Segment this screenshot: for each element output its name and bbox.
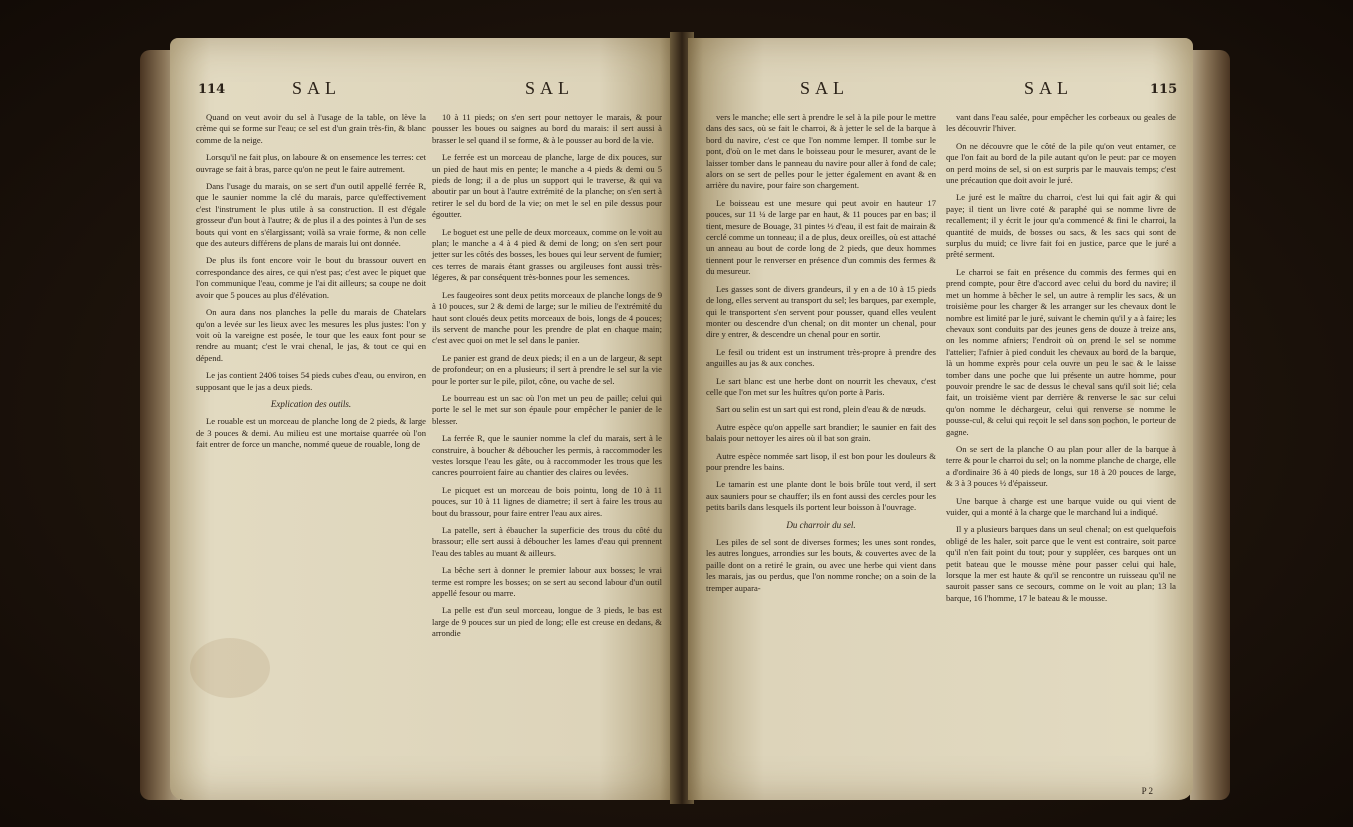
paragraph: Le juré est le maître du charroi, c'est lui qui fait agir & qui paye; il tient un livre coté & paraphé qui se nomme livre de recallement; il y écrit le jour qu'a commencé & fini le charroi, la quantité de muids, de bosses ou sacs, & les sacs qui sont de surplus du muid; ce livre fait foi en justice, parce que le juré a prêté serment. <box>946 192 1176 260</box>
paragraph: Une barque à charge est une barque vuide ou qui vient de vuider, qui a monté à la charge que le marchand lui a indiqué. <box>946 495 1176 517</box>
paragraph: vers le manche; elle sert à prendre le sel à la pile pour le mettre dans des sacs, où se fait le charroi, & à jetter le sel de la barque à bord du navire, c'est ce que l'on nomme lemper. Il tombe sur le pont, d'où on le met dans le boisseau pour le mesurer, avant de le laisser tomber dans le panneau du navire pour aller à fond de cale; alors on se sert de pelles pour le jetter également en avant & en arrière du navire, pour faire son chargement. <box>706 112 936 191</box>
signature-mark: P 2 <box>1141 786 1153 796</box>
paragraph: Le picquet est un morceau de bois pointu, long de 10 à 11 pouces, sur 10 à 11 lignes de diametre; il sert à faire les trous au bout du brassour, pour faire entrer l'eau aux aires. <box>432 484 662 518</box>
book-cover-right-edge <box>1190 50 1230 800</box>
left-running-head-2: SAL <box>525 78 575 98</box>
paragraph: Sart ou selin est un sart qui est rond, plein d'eau & de nœuds. <box>716 404 926 415</box>
right-page <box>688 38 1193 800</box>
paragraph: La ferrée R, que le saunier nomme la clef du marais, sert à le construire, à boucher & déboucher les permis, à raccommoder les vestes lorsque l'eau les gâte, ou à raccommoder les trous que les cancres pourroient faire au chantier des claires ou levées. <box>432 433 662 478</box>
paragraph: De plus ils font encore voir le bout du brassour ouvert en correspondance des aires, ce qui n'est pas; c'est avec le piquet que l'on communique l'eau, comme je l'ai dit ailleurs; sa coupe ne doit avoir que 5 pouces au plus d'élévation. <box>196 255 426 300</box>
section-heading: Du charroir du sel. <box>786 519 856 530</box>
paragraph: La patelle, sert à ébaucher la superficie des trous du côté du brassour; elle sert aussi à déboucher les lames d'eau qui prennent l'eau des tables au muant & ailleurs. <box>432 525 662 558</box>
paragraph: Le jas contient 2406 toises 54 pieds cubes d'eau, ou environ, en supposant que le jas a deux pieds. <box>196 370 426 392</box>
paragraph: On aura dans nos planches la pelle du marais de Chatelars qu'on a levée sur les lieux avec les mesures les plus justes: l'on y voit où la vareigne est posée, le tour que les eaux font pour se rendre au muant; c'est le vrai chenal, le jas, & tout ce qui en dépend. <box>196 307 426 363</box>
paragraph: Les faugeoires sont deux petits morceaux de planche longs de 9 à 10 pouces, sur 2 & demi de large; sur le milieu de l'extrémité du haut sont cloués deux petits morceaux de bois, longs de 4 pouces; ils servent de manche pour les prendre de plat en chaque main; c'est avec quoi on met le sel dans le panier. <box>432 289 662 346</box>
paragraph: La pelle est d'un seul morceau, longue de 3 pieds, le bas est large de 9 pouces sur un pied de long; elle est creuse en dedans, & arrondie <box>432 605 662 639</box>
right-column-1 <box>706 112 936 600</box>
paragraph: La bêche sert à donner le premier labour aux bosses; le vrai terme est rompre les bosses; on se sert au second labour d'un outil appellé fesour ou marre. <box>432 565 662 599</box>
paragraph: Le boisseau est une mesure qui peut avoir en hauteur 17 pouces, sur 11 ¼ de large par en haut, & 11 pouces par en bas; il tient, mesure de Bouage, 31 pintes ½ d'eau, il est fait de mairain & cerclé comme un tonneau; il a de plus, deux oreilles, où est attaché un anneau au bout de corde long de 2 pieds, que deux hommes tiennent pour le renverser en présence d'un commis des fermes & du mesureur. <box>706 197 936 277</box>
right-column-2 <box>946 112 1176 610</box>
paragraph: Dans l'usage du marais, on se sert d'un outil appellé ferrée R, que le saunier nomme la clé du marais, parce qu'effectivement c'est l'instrument le plus utile à sa construction. Il est d'égale grosseur d'un bout à l'autre; & de plus il a des pointes à l'un de ses bouts qui vont en s'élargissant; voilà sa vraie forme, & non celle que des auteurs différens de plans de marais lui ont donnée. <box>196 181 426 249</box>
right-page-number: 115 <box>1150 82 1178 97</box>
paragraph: Lorsqu'il ne fait plus, on laboure & on ensemence les terres: cet ouvrage se fait à bras, parce qu'on ne peut le faire autrement. <box>196 152 426 174</box>
left-column-1 <box>196 112 426 457</box>
paragraph: Autre espèce qu'on appelle sart brandier; le saunier en fait des balais pour nettoyer les aires où il bat son grain. <box>706 421 936 444</box>
paragraph: Quand on veut avoir du sel à l'usage de la table, on lève la crème qui se forme sur l'eau; ce sel est d'un grain très-fin, & blanc comme de la neige. <box>196 112 426 145</box>
paragraph: Le rouable est un morceau de planche long de 2 pieds, & large de 3 pouces & demi. Au milieu est une mortaise quarrée où l'on fait entrer de force un manche, nommé queue de rouable, long de <box>196 416 426 450</box>
section-heading: Explication des outils. <box>270 398 352 409</box>
paragraph: On ne découvre que le côté de la pile qu'on veut entamer, ce que l'on fait au bord de la pile autant qu'on le peut: par ce moyen on perd moins de sel, si on est surpris par le mauvais temps; c'est une précaution que doit avoir le juré. <box>946 140 1176 186</box>
paragraph: Le charroi se fait en présence du commis des fermes qui en prend compte, pour être d'accord avec celui du bord du navire; il met un homme à bêcher le sel, un autre à remplir les sacs, & un troisième pour les charger & les arranger sur les chevaux dont le nombre est limité par le juré, suivant le chemin qu'il y a à faire; les chevaux sont conduits par des jeunes gens de douze à treize ans, on les nomme afniers; l'endroit où on prend le sel se nomme l'attelier; l'afnier à pied conduit les chevaux au bord de la barque, là un homme exprès pour cela ouvre un peu le sac & le laisse tomber dans une poche que lui présente un autre homme, pour pouvoir prendre le sac de dessus le cheval sans qu'il soit lié; cela fait, un troisième vient par derrière & renverse le sac sur celui qu'on nomme le déchargeur, celui qui renverse se nomme le pousse-cul, & celui qui reçoit le sel dans son pochon, le porteur de gagne. <box>946 266 1176 437</box>
paragraph: Le tamarin est une plante dont le bois brûle tout verd, il sert aux sauniers pour se chauffer; ils en font aussi des cercles pour les petits barils dans lesquels ils portent leur boisson à l'ouvrage. <box>706 479 936 513</box>
paragraph: Autre espèce nommée sart lisop, il est bon pour les douleurs & pour prendre les bains. <box>706 450 936 472</box>
paragraph: Le panier est grand de deux pieds; il en a un de largeur, & sept de profondeur; on en a plusieurs; il sert à prendre le sel sur la vie pour le porter sur le pile, pilot, cône, ou vache de sel. <box>432 352 662 386</box>
paragraph: Les piles de sel sont de diverses formes; les unes sont rondes, les autres longues, arrondies sur les bouts, & couvertes avec de la paille dont on a retiré le grain, ou avec une herbe qui vient dans les marais, jas ou perdus, que l'on nomme ronche; on a soin de la tremper aupara- <box>706 537 936 593</box>
paragraph: 10 à 11 pieds; on s'en sert pour nettoyer le marais, & pour pousser les boues ou saignes au bord du marais: il sert aussi à brasser le sel quand il se forme, & à le pousser au bord de la vie. <box>432 112 662 145</box>
paragraph: Il y a plusieurs barques dans un seul chenal; on est quelquefois obligé de les haler, soit parce que le vent est contraire, soit parce qu'il n'en fait point du tout; pour y suppléer, ces barques ont un petit bateau que le mousse mène pour passer celui qui hale, lorsque la mer est haute & qu'il se rencontre un ruisseau qu'il ne sauroit passer sans ce secours, comme on le voit au plan; 13 la barque, 16 l'homme, 17 le bateau & le mousse. <box>946 524 1176 603</box>
left-page <box>170 38 675 800</box>
paragraph: Le sart blanc est une herbe dont on nourrit les chevaux, c'est celle que l'on met sur les huîtres qu'on porte à Paris. <box>706 375 936 397</box>
open-book <box>140 20 1220 810</box>
paragraph: Le fesil ou trident est un instrument très-propre à prendre des anguilles au jas & aux conches. <box>706 346 936 369</box>
left-column-2 <box>432 112 662 646</box>
paragraph: Le ferrée est un morceau de planche, large de dix pouces, sur un pied de haut mis en pente; le manche a 4 pieds & demi ou 5 pieds de long; il a de plus un support qui le traverse, & qui va aboutir par un bout à l'autre extrémité de la planche; on s'en sert à retirer le sel du bord de la vie; on met le sel en pile dessus pour égoutter. <box>432 152 662 220</box>
paragraph: Le boguet est une pelle de deux morceaux, comme on le voit au plan; le manche a 4 à 4 pied & demi de long; on s'en sert pour jetter sur les côtés des bosses, les boues qui leur servent de fumier; ces terres de marais étant grasses ou argileuses font aussi très-légeres, & par conséquent très-bonnes pour les semences. <box>432 226 662 283</box>
left-running-head-1: SAL <box>292 78 342 98</box>
right-running-head-2: SAL <box>1024 78 1074 98</box>
paragraph: vant dans l'eau salée, pour empêcher les corbeaux ou geales de les découvrir l'hiver. <box>946 112 1176 134</box>
left-page-number: 114 <box>198 82 226 97</box>
paragraph: Le bourreau est un sac où l'on met un peu de paille; celui qui porte le sel le met sur son épaule pour empêcher le panier de le blesser. <box>432 392 662 426</box>
right-running-head-1: SAL <box>800 78 850 98</box>
paragraph: On se sert de la planche O au plan pour aller de la barque à terre & pour le charroi du sel; on la nomme planche de charge, elle a d'ordinaire 36 à 40 pieds de longs, sur 18 à 20 pouces de large, & 3 à 3 pouces ½ d'épaisseur. <box>946 443 1176 489</box>
paragraph: Les gasses sont de divers grandeurs, il y en a de 10 à 15 pieds de long, elles servent au transport du sel; les barques, par exemple, qui le transportent s'en servent pour pousser, quand elles veulent monter ou descendre d'un chenal; on dit monter un chenal, pour dire y entrer, & descendre un chenal pour en sortir. <box>706 283 936 340</box>
